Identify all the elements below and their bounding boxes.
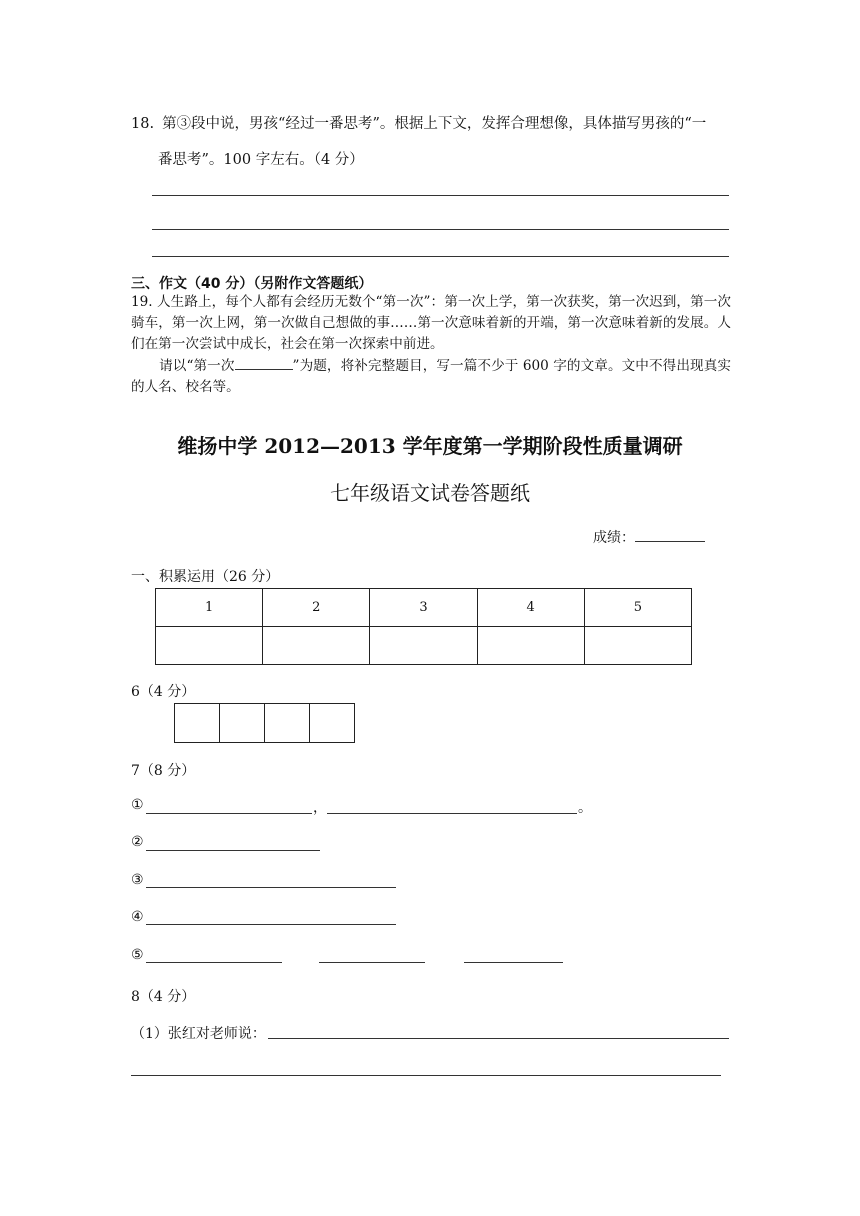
q7-item-marker: ④: [131, 909, 144, 925]
score-field: [593, 527, 705, 547]
q7-item-marker: ③: [131, 872, 144, 888]
question-text: 第③段中说，男孩“经过一番思考”。根据上下文，发挥合理想像，具体描写男孩的“一: [162, 116, 707, 132]
score-blank[interactable]: [635, 528, 705, 542]
question-18-line1: [131, 112, 706, 133]
q7-item-marker: ①: [131, 797, 144, 813]
q7-item-marker: ⑤: [131, 947, 144, 963]
section-heading: 三、作文（40 分）（另附作文答题纸）: [131, 276, 373, 292]
answer-cell[interactable]: [263, 627, 370, 665]
question-8-item-1: （1）张红对老师说：: [131, 1026, 266, 1042]
comma: ，: [313, 800, 327, 816]
answer-line[interactable]: [319, 962, 425, 963]
answer-cell[interactable]: [477, 627, 584, 665]
answer-cell[interactable]: [156, 627, 263, 665]
answer-line[interactable]: [146, 813, 312, 814]
question-6-label: 6（4 分）: [131, 684, 196, 700]
grid-header: 4: [477, 589, 584, 627]
question-18-line2: 番思考”。100 字左右。（4 分）: [158, 152, 364, 168]
instruction-text-before: 请以“第一次: [159, 358, 235, 374]
grid-header: 1: [156, 589, 263, 627]
answer-line[interactable]: [146, 850, 320, 851]
question-8-label: 8（4 分）: [131, 989, 196, 1005]
answer-cell[interactable]: [370, 627, 477, 665]
answer-cell[interactable]: [584, 627, 691, 665]
page-subtitle: 七年级语文试卷答题纸: [330, 481, 530, 505]
grid-header: 3: [370, 589, 477, 627]
title-blank[interactable]: [235, 356, 293, 370]
answer-line[interactable]: [146, 887, 396, 888]
answer-line[interactable]: [152, 195, 729, 196]
answer-grid-6: [174, 703, 355, 743]
question-19-instruction: [131, 356, 731, 398]
answer-line[interactable]: [152, 256, 729, 257]
answer-line[interactable]: [131, 1075, 721, 1076]
answer-line[interactable]: [327, 813, 577, 814]
answer-line[interactable]: [268, 1038, 729, 1039]
page-title: 维扬中学 2012—2013 学年度第一学期阶段性质量调研: [177, 434, 683, 458]
q7-item-marker: ②: [131, 834, 144, 850]
period: 。: [578, 800, 592, 816]
question-7-label: 7（8 分）: [131, 763, 196, 779]
answer-cell[interactable]: [265, 704, 310, 743]
grid-header: 5: [584, 589, 691, 627]
answer-line[interactable]: [464, 962, 563, 963]
answer-cell[interactable]: [220, 704, 265, 743]
score-label: 成绩：: [593, 530, 635, 546]
instruction-text-after: ”为题，将补完整题目，写一篇不少于 600 字的文章。文中不得出现真实的人名、校名等。: [131, 358, 731, 395]
answer-line[interactable]: [146, 924, 396, 925]
answer-grid-1-5: [155, 588, 692, 665]
answer-line[interactable]: [152, 229, 729, 230]
question-19-prompt: 19. 人生路上，每个人都有会经历无数个“第一次”：第一次上学，第一次获奖，第一次迟到，第一次骑车，第一次上网，第一次做自己想做的事……第一次意味着新的开端，第一次意味着新的发展。人们在第一次尝试中成长，社会在第一次探索中前进。: [131, 294, 731, 352]
grid-header: 2: [263, 589, 370, 627]
section-heading: 一、积累运用（26 分）: [131, 569, 280, 585]
question-number: 18.: [131, 116, 155, 132]
answer-cell[interactable]: [175, 704, 220, 743]
answer-cell[interactable]: [310, 704, 355, 743]
answer-line[interactable]: [146, 962, 282, 963]
